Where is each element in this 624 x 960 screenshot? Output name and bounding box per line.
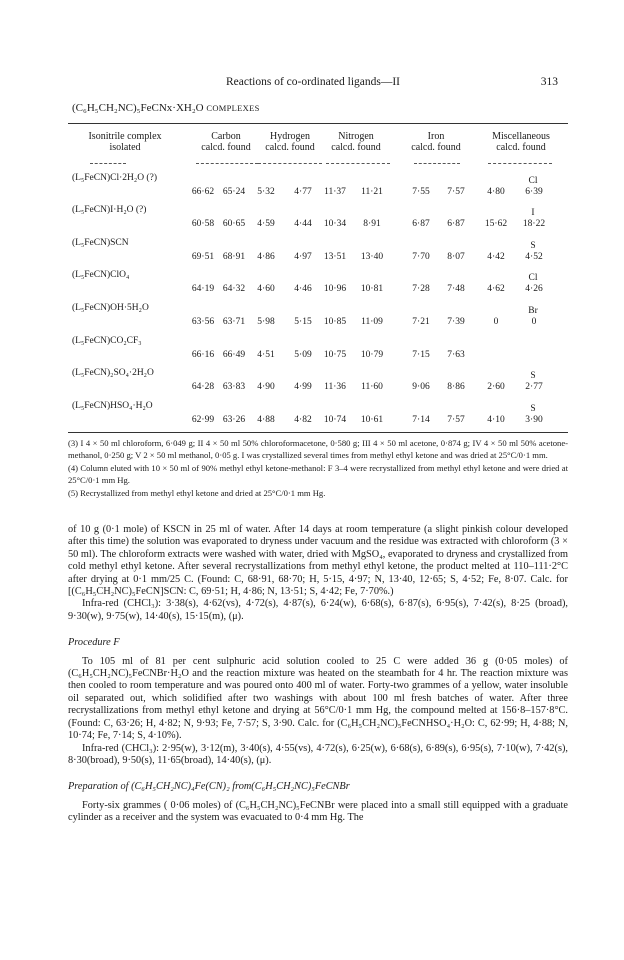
table-title-formula: (C₆H₅CH₂NC)₅FeCNx·XH₂O [72,102,204,114]
row-hydrogen-calcd: 5·98 [257,317,275,327]
row-nitrogen-found: 8·91 [363,219,381,229]
header-underline-misc [488,163,552,164]
header-misc [476,131,566,153]
row-hydrogen-found: 5·15 [294,317,312,327]
row-name: (L₅FeCN)Cl·2H₂O (?) [72,173,157,183]
row-misc-element: Cl [528,273,538,283]
row-nitrogen-calcd: 11·36 [324,382,346,392]
header-nitrogen-line1: Nitrogen [338,131,374,142]
row-misc-calcd: 4·80 [487,187,505,197]
row-iron-found: 7·48 [447,284,465,294]
row-iron-calcd: 7·28 [412,284,430,294]
row-carbon-found: 68·91 [222,252,246,262]
row-nitrogen-found: 10·61 [360,415,384,425]
row-misc-found: 4·52 [525,252,543,262]
header-isonitrile-line1: Isonitrile complex [88,131,162,142]
row-hydrogen-calcd: 4·90 [257,382,275,392]
body-paragraph: To 105 ml of 81 per cent sulphuric acid solution cooled to 25 C were added 36 g (0·05 moles) of (C₆H₅CH₂NC)₅FeCNBr·H₂O and the reaction mixture was heated on the steambath for 4 hr. The reaction mixture was then cooled to room temperature and was poured onto 400 ml of water. Forty-two grammes of a yellow, water insoluble oil separated out, which solidified after two washings with about 100 ml fresh batches of water. After three recrystallizations from methyl ethyl ketone and drying at 56°C/0·1 mm Hg, the compound melted at 156·8–157·8°C. (Found: C, 63·26; H, 4·82; N, 9·93; Fe, 7·57; S, 3·90. Calc. for (C₆H₅CH₂NC)₅FeCNHSO₄·H₂O: C, 62·99; H, 4·88; N, 10·74; Fe, 7·14; S, 4·10%). [68,655,568,742]
header-isonitrile-line2: isolated [109,142,141,153]
header-underline-nitrogen [326,163,390,164]
row-carbon-calcd: 66·62 [191,187,215,197]
row-carbon-found: 63·71 [222,317,246,327]
row-misc-found: 18·22 [522,219,546,229]
row-carbon-found: 60·65 [222,219,246,229]
body-text [68,524,568,825]
row-iron-found: 7·39 [447,317,465,327]
row-nitrogen-calcd: 10·96 [323,284,347,294]
header-underline-hydrogen [258,163,322,164]
row-carbon-found: 66·49 [222,350,246,360]
row-iron-found: 6·87 [447,219,465,229]
row-nitrogen-calcd: 11·37 [324,187,346,197]
row-misc-element: S [530,371,536,381]
row-hydrogen-calcd: 4·88 [257,415,275,425]
row-carbon-calcd: 62·99 [191,415,215,425]
header-hydrogen-line2: calcd. found [265,142,315,153]
row-carbon-calcd: 69·51 [191,252,215,262]
table-note: (4) Column eluted with 10 × 50 ml of 90% methyl ethyl ketone-methanol: F 3–4 were recrystallized from methyl ethyl ketone and were dried at 25°C/0·1 mm Hg. [68,463,568,485]
row-misc-element: Cl [528,176,538,186]
row-carbon-found: 65·24 [222,187,246,197]
row-nitrogen-found: 13·40 [360,252,384,262]
row-name: (L₅FeCN)I·H₂O (?) [72,205,147,215]
row-carbon-calcd: 63·56 [191,317,215,327]
row-iron-calcd: 7·70 [412,252,430,262]
row-nitrogen-found: 11·60 [361,382,383,392]
row-carbon-found: 63·83 [222,382,246,392]
header-nitrogen [312,131,400,153]
row-misc-found: 0 [531,317,537,327]
row-hydrogen-calcd: 4·60 [257,284,275,294]
header-iron-line1: Iron [427,131,445,142]
row-iron-calcd: 7·55 [412,187,430,197]
header-isonitrile [70,131,180,153]
row-carbon-found: 63·26 [222,415,246,425]
row-hydrogen-found: 4·97 [294,252,312,262]
row-nitrogen-calcd: 10·34 [323,219,347,229]
row-misc-element: S [530,404,536,414]
row-nitrogen-calcd: 10·75 [323,350,347,360]
row-hydrogen-calcd: 5·32 [257,187,275,197]
row-iron-found: 8·07 [447,252,465,262]
page-number: 313 [540,76,558,88]
table-title-caps: COMPLEXES [206,103,260,113]
table-note: (5) Recrystallized from methyl ethyl ketone and dried at 25°C/0·1 mm Hg. [68,488,326,498]
body-paragraph: Forty-six grammes ( 0·06 moles) of (C₆H₅CH₂NC)₅FeCNBr were placed into a small still equipped with a graduate cylinder as a receiver and the system was evacuated to 0·4 mm Hg. The [68,799,568,824]
row-name: (L₅FeCN)₂SO₄·2H₂O [72,368,154,378]
row-nitrogen-found: 10·81 [360,284,384,294]
table-note: (3) I 4 × 50 ml chloroform, 6·049 g; II 4 × 50 ml 50% chloroformacetone, 0·580 g; III 4 × 50 ml acetone, 0·874 g; IV 4 × 50 ml 50% acetone-methanol, 0·250 g; V 2 × 50 ml methanol, 0·05 g. I was crystallized several times from methyl ethyl ketone and was dried at 25°C/0·1 mm. [68,438,568,460]
row-misc-found: 6·39 [525,187,543,197]
row-nitrogen-calcd: 13·51 [323,252,347,262]
header-carbon-line1: Carbon [211,131,241,142]
row-nitrogen-calcd: 10·85 [323,317,347,327]
running-head-title: Reactions of co-ordinated ligands—II [225,76,401,88]
row-carbon-calcd: 66·16 [191,350,215,360]
header-iron [392,131,480,153]
row-misc-found: 3·90 [525,415,543,425]
row-iron-found: 8·86 [447,382,465,392]
row-hydrogen-found: 4·99 [294,382,312,392]
section-heading: Preparation of (C₆H₅CH₂NC)₄Fe(CN)₂ from(C₆H₅CH₂NC)₅FeCNBr [68,781,350,793]
row-carbon-calcd: 64·28 [191,382,215,392]
body-paragraph: of 10 g (0·1 mole) of KSCN in 25 ml of water. After 14 days at room temperature (a slight pinkish colour developed after this time) the solution was evaporated to dryness under vacuum and the residue was extracted with chloroform (3 × 50 ml). The chloroform extracts were washed with water, dried with MgSO₄, evaporated to dryness and crystallized from cold methyl ethyl ketone. After several recrystallizations from methyl ethyl ketone, the product melted at 110–111·2°C after drying at 0·1 mm/25 C. (Found: C, 68·91, 68·70; H, 5·15, 4·97; N, 13·40, 12·65; S, 4·52; Fe, 8·07. Calc. for [(C₆H₅CH₂NC)₅FeCN]SCN: C, 69·51; H, 4·86; N, 13·51; S, 4·42; Fe, 7·70%.) [68,524,568,598]
row-misc-element: I [531,208,535,218]
row-name: (L₅FeCN)ClO₄ [72,270,130,280]
row-hydrogen-found: 4·82 [294,415,312,425]
row-iron-calcd: 6·87 [412,219,430,229]
header-underline-iron [414,163,460,164]
row-nitrogen-calcd: 10·74 [323,415,347,425]
row-nitrogen-found: 11·09 [361,317,383,327]
row-misc-calcd: 15·62 [484,219,508,229]
header-underline-carbon [196,163,258,164]
header-misc-line1: Miscellaneous [492,131,550,142]
row-iron-calcd: 9·06 [412,382,430,392]
row-misc-found: 2·77 [525,382,543,392]
row-nitrogen-found: 11·21 [361,187,383,197]
section-heading: Procedure F [68,637,120,649]
table-notes [68,437,568,500]
row-iron-calcd: 7·15 [412,350,430,360]
row-hydrogen-found: 5·09 [294,350,312,360]
row-name: (L₅FeCN)SCN [72,238,129,248]
row-misc-calcd: 0 [493,317,499,327]
row-name: (L₅FeCN)CO₂CF₃ [72,336,142,346]
row-iron-found: 7·63 [447,350,465,360]
row-misc-element: S [530,241,536,251]
header-iron-line2: calcd. found [411,142,461,153]
row-iron-found: 7·57 [447,187,465,197]
row-name: (L₅FeCN)HSO₄·H₂O [72,401,153,411]
table-title [72,102,260,114]
row-hydrogen-calcd: 4·86 [257,252,275,262]
row-misc-found: 4·26 [525,284,543,294]
row-misc-calcd: 2·60 [487,382,505,392]
row-hydrogen-found: 4·77 [294,187,312,197]
row-carbon-found: 64·32 [222,284,246,294]
body-paragraph-ir: Infra-red (CHCl₃): 2·95(w), 3·12(m), 3·40(s), 4·55(vs), 4·72(s), 6·25(w), 6·68(s), 6·89(s), 6·95(s), 7·10(w), 7·42(s), 8·30(broad), 9·50(s), 11·65(broad), 14·40(s), (μ). [68,742,568,766]
row-hydrogen-calcd: 4·51 [257,350,275,360]
row-carbon-calcd: 64·19 [191,284,215,294]
header-misc-line2: calcd. found [496,142,546,153]
row-nitrogen-found: 10·79 [360,350,384,360]
row-misc-element: Br [528,306,538,316]
row-misc-calcd: 4·42 [487,252,505,262]
header-nitrogen-line2: calcd. found [331,142,381,153]
body-paragraph-ir: Infra-red (CHCl₃): 3·38(s), 4·62(vs), 4·72(s), 4·87(s), 6·24(w), 6·68(s), 6·87(s), 6·95(s), 7·42(s), 8·25 (broad), 9·30(w), 9·75(w), 14·40(s), 15·15(m), (μ). [68,598,568,622]
row-iron-calcd: 7·21 [412,317,430,327]
row-name: (L₅FeCN)OH·5H₂O [72,303,149,313]
row-iron-calcd: 7·14 [412,415,430,425]
row-hydrogen-calcd: 4·59 [257,219,275,229]
row-hydrogen-found: 4·46 [294,284,312,294]
row-iron-found: 7·57 [447,415,465,425]
header-carbon-line2: calcd. found [201,142,251,153]
table-bottom-rule [68,432,568,433]
row-hydrogen-found: 4·44 [294,219,312,229]
header-underline-isonitrile [90,163,126,164]
row-misc-calcd: 4·62 [487,284,505,294]
row-carbon-calcd: 60·58 [191,219,215,229]
row-misc-calcd: 4·10 [487,415,505,425]
header-hydrogen-line1: Hydrogen [270,131,310,142]
table-top-rule [68,123,568,124]
